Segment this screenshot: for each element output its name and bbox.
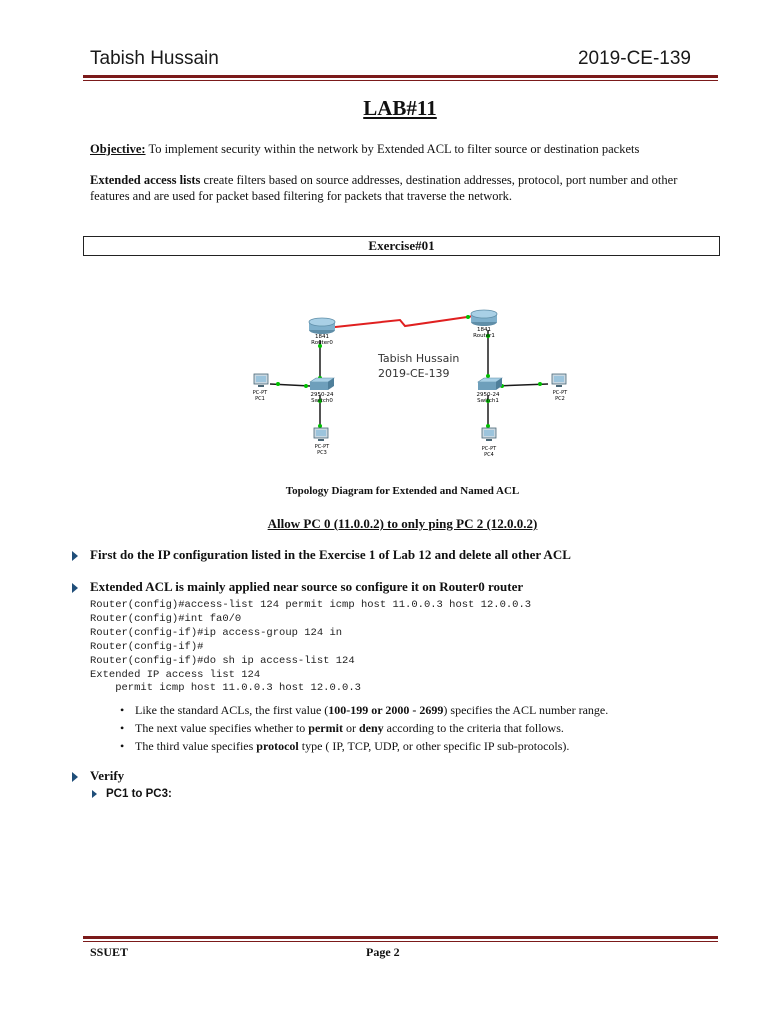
switch0-label: Switch0 bbox=[311, 398, 333, 404]
page-title: LAB#11 bbox=[363, 96, 437, 120]
cli-output bbox=[90, 599, 531, 696]
pc1-icon bbox=[254, 374, 268, 387]
objective-text: To implement security within the network by Extended ACL to filter source or destination packets bbox=[148, 142, 640, 156]
step-verify: Verify bbox=[90, 768, 125, 783]
pc3-icon bbox=[314, 428, 328, 441]
pc4-type: PC-PT bbox=[481, 446, 497, 452]
pc3-type: PC-PT bbox=[314, 444, 330, 450]
switch1-icon bbox=[478, 378, 502, 390]
footer-rule bbox=[83, 936, 718, 939]
test-pc1-to-pc3: PC1 to PC3: bbox=[106, 788, 172, 800]
list-item: • The third value specifies protocol type ( IP, TCP, UDP, or other specific IP sub-protocols). bbox=[120, 737, 608, 755]
pc3-label: PC3 bbox=[317, 450, 327, 456]
header-rule-thin bbox=[83, 80, 718, 81]
footer-rule-thin bbox=[83, 941, 718, 942]
router1-label: Router1 bbox=[473, 333, 495, 339]
diagram-annotation-name: Tabish Hussain bbox=[378, 352, 460, 365]
cli-line: Router(config)#access-list 124 permit icmp host 11.0.0.3 host 12.0.0.3 bbox=[90, 599, 532, 611]
extended-term: Extended access lists bbox=[90, 173, 201, 187]
pc1-type: PC-PT bbox=[252, 390, 268, 396]
switch0-icon bbox=[310, 378, 334, 390]
cli-line: Router(config-if)#ip access-group 124 in bbox=[90, 626, 343, 639]
pc2-type: PC-PT bbox=[552, 390, 568, 396]
wan-link bbox=[326, 316, 474, 328]
list-item: • The next value specifies whether to permit or deny according to the criteria that follows. bbox=[120, 719, 608, 737]
step-ip-config: First do the IP configuration listed in the Exercise 1 of Lab 12 and delete all other ACL bbox=[90, 547, 571, 562]
cli-line: Extended IP access list 124 bbox=[90, 668, 261, 681]
objective-label: Objective: bbox=[90, 142, 146, 156]
diagram-annotation-id: 2019-CE-139 bbox=[378, 367, 450, 380]
objective-paragraph bbox=[90, 141, 720, 157]
switch0-model: 2950-24 bbox=[310, 392, 334, 398]
header-rule bbox=[83, 75, 718, 78]
pc1-label: PC1 bbox=[255, 396, 265, 402]
arrow-bullet-icon bbox=[92, 790, 97, 798]
router1-model: 1841 bbox=[477, 327, 491, 333]
router0-model: 1841 bbox=[315, 334, 329, 340]
cli-line: Router(config-if)# bbox=[90, 640, 204, 653]
topology-diagram bbox=[230, 300, 590, 470]
router1-icon bbox=[471, 310, 497, 326]
cli-line: Router(config-if)#do sh ip access-list 124 bbox=[90, 654, 355, 667]
arrow-bullet-icon bbox=[72, 772, 78, 782]
pc2-icon bbox=[552, 374, 566, 387]
extended-text: create filters based on source addresses, destination addresses, protocol, port number and other features and are used for packet based filtering for packets that traverse the network. bbox=[90, 173, 678, 203]
task-heading: Allow PC 0 (11.0.0.2) to only ping PC 2 (12.0.0.2) bbox=[267, 516, 538, 531]
pc4-label: PC4 bbox=[484, 452, 494, 458]
cli-line: permit icmp host 11.0.0.3 host 12.0.0.3 bbox=[90, 682, 361, 695]
list-item: • Like the standard ACLs, the first value (100-199 or 2000 - 2699) specifies the ACL number range. bbox=[120, 701, 608, 719]
step-configure-router: Extended ACL is mainly applied near source so configure it on Router0 router bbox=[90, 579, 524, 594]
switch1-model: 2950-24 bbox=[476, 392, 500, 398]
header-author: Tabish Hussain bbox=[90, 48, 219, 69]
cli-line: Router(config)#int fa0/0 bbox=[90, 612, 242, 625]
arrow-bullet-icon bbox=[72, 551, 78, 561]
footer-page-number: Page 2 bbox=[366, 945, 400, 959]
arrow-bullet-icon bbox=[72, 583, 78, 593]
switch1-label: Switch1 bbox=[477, 398, 499, 404]
pc2-label: PC2 bbox=[555, 396, 565, 402]
router0-icon bbox=[309, 318, 335, 334]
router0-label: Router0 bbox=[311, 340, 333, 346]
extended-paragraph bbox=[90, 172, 720, 204]
diagram-caption: Topology Diagram for Extended and Named ACL bbox=[285, 485, 520, 497]
pc4-icon bbox=[482, 428, 496, 441]
acl-notes-list bbox=[120, 701, 608, 755]
exercise-heading: Exercise#01 bbox=[83, 236, 720, 256]
header-student-id: 2019-CE-139 bbox=[577, 48, 691, 69]
link-s0-pc1 bbox=[270, 384, 310, 386]
footer-institution: SSUET bbox=[90, 945, 129, 959]
